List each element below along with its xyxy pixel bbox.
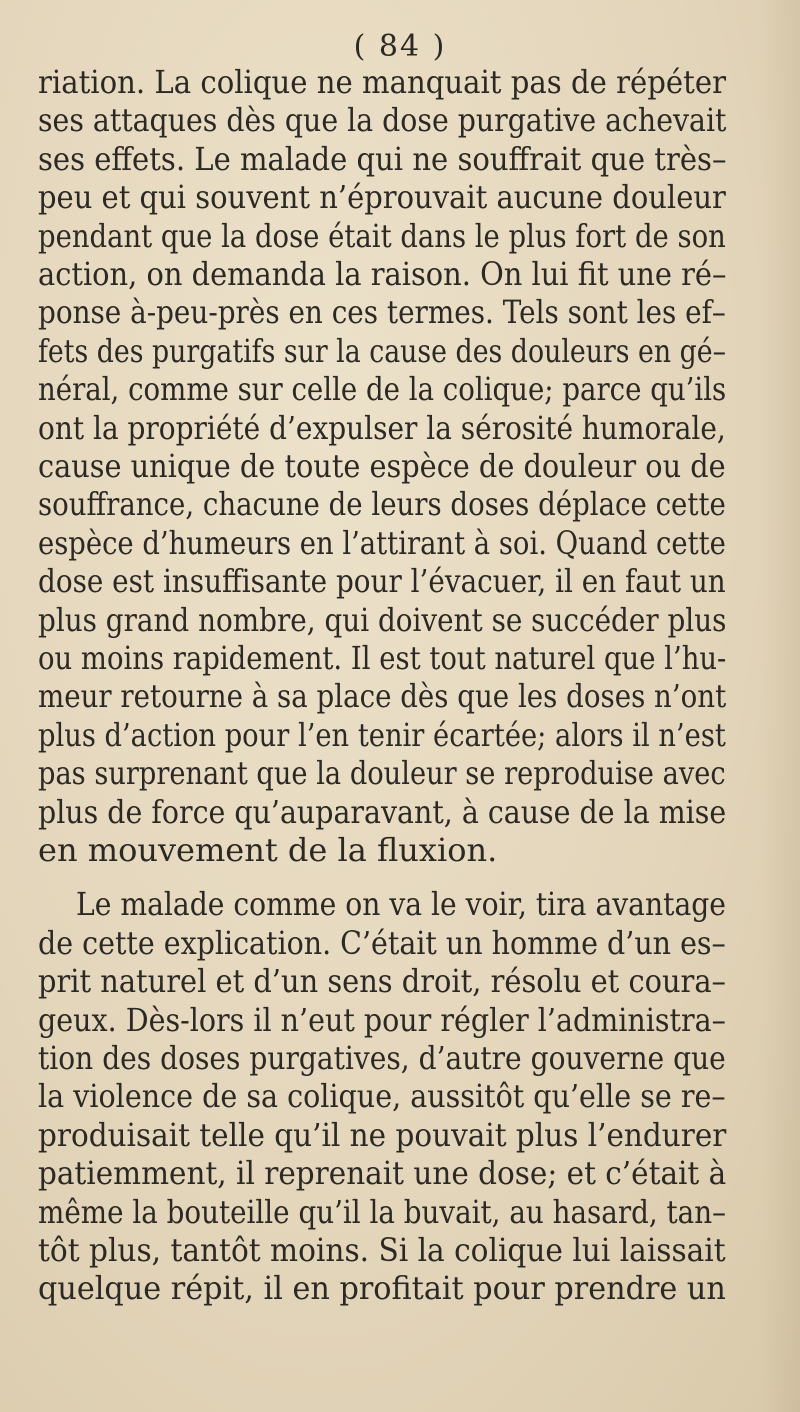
text-line: riation. La colique ne manquait pas de répéter <box>38 63 727 101</box>
text-line: fets des purgatifs sur la cause des douleurs en gé– <box>38 331 727 370</box>
text-line: tion des doses purgatives, d’autre gouverne que <box>38 1039 726 1077</box>
text-line: ses effets. Le malade qui ne souffrait que très– <box>38 139 727 178</box>
text-line: pendant que la dose était dans le plus fort de son <box>38 216 726 255</box>
text-line: tôt plus, tantôt moins. Si la colique lui laissait <box>38 1231 726 1269</box>
text-line: même la bouteille qu’il la buvait, au hasard, tan– <box>38 1192 726 1231</box>
page-number: ( 84 ) <box>353 29 447 64</box>
text-line: la violence de sa colique, aussitôt qu’elle se re– <box>38 1077 726 1116</box>
text-line: plus d’action pour l’en tenir écartée; alors il n’est <box>38 715 726 754</box>
text-line: plus grand nombre, qui doivent se succéder plus <box>38 600 727 639</box>
text-line: ont la propriété d’expulser la sérosité humorale, <box>38 408 726 447</box>
text-line: souffrance, chacune de leurs doses déplace cette <box>38 485 726 524</box>
text-line: prit naturel et d’un sens droit, résolu et coura– <box>38 962 726 1001</box>
text-line: produisait telle qu’il ne pouvait plus l’endurer <box>38 1115 727 1154</box>
text-line: meur retourne à sa place dès que les doses n’ont <box>38 677 727 716</box>
text-line: patiemment, il reprenait une dose; et c’était à <box>38 1154 727 1193</box>
text-line: peu et qui souvent n’éprouvait aucune douleur <box>38 178 726 217</box>
text-line: Le malade comme on va le voir, tira avantage <box>76 885 726 924</box>
text-line: geux. Dès-lors il n’eut pour régler l’administra– <box>38 1000 726 1039</box>
text-line: ses attaques dès que la dose purgative achevait <box>38 101 727 140</box>
text-line: néral, comme sur celle de la colique; parce qu’ils <box>38 370 727 409</box>
text-line: ou moins rapidement. Il est tout naturel que l’hu- <box>38 639 727 677</box>
text-line: quelque répit, il en profitait pour prendre un <box>38 1269 726 1308</box>
text-line: plus de force qu’auparavant, à cause de la mise <box>38 792 727 831</box>
text-line: espèce d’humeurs en l’attirant à soi. Quand cette <box>38 523 726 562</box>
text-line: action, on demanda la raison. On lui fit une ré– <box>38 255 727 293</box>
text-line: dose est insuffisante pour l’évacuer, il en faut un <box>38 562 726 601</box>
text-line: ponse à-peu-près en ces termes. Tels sont les ef– <box>38 293 726 332</box>
text-line: de cette explication. C’était un homme d’un es– <box>38 923 726 962</box>
page-edge-shadow <box>760 0 800 1412</box>
text-line: pas surprenant que la douleur se reproduise avec <box>38 754 726 793</box>
text-line: en mouvement de la fluxion. <box>38 831 498 869</box>
text-line: cause unique de toute espèce de douleur ou de <box>38 447 726 485</box>
